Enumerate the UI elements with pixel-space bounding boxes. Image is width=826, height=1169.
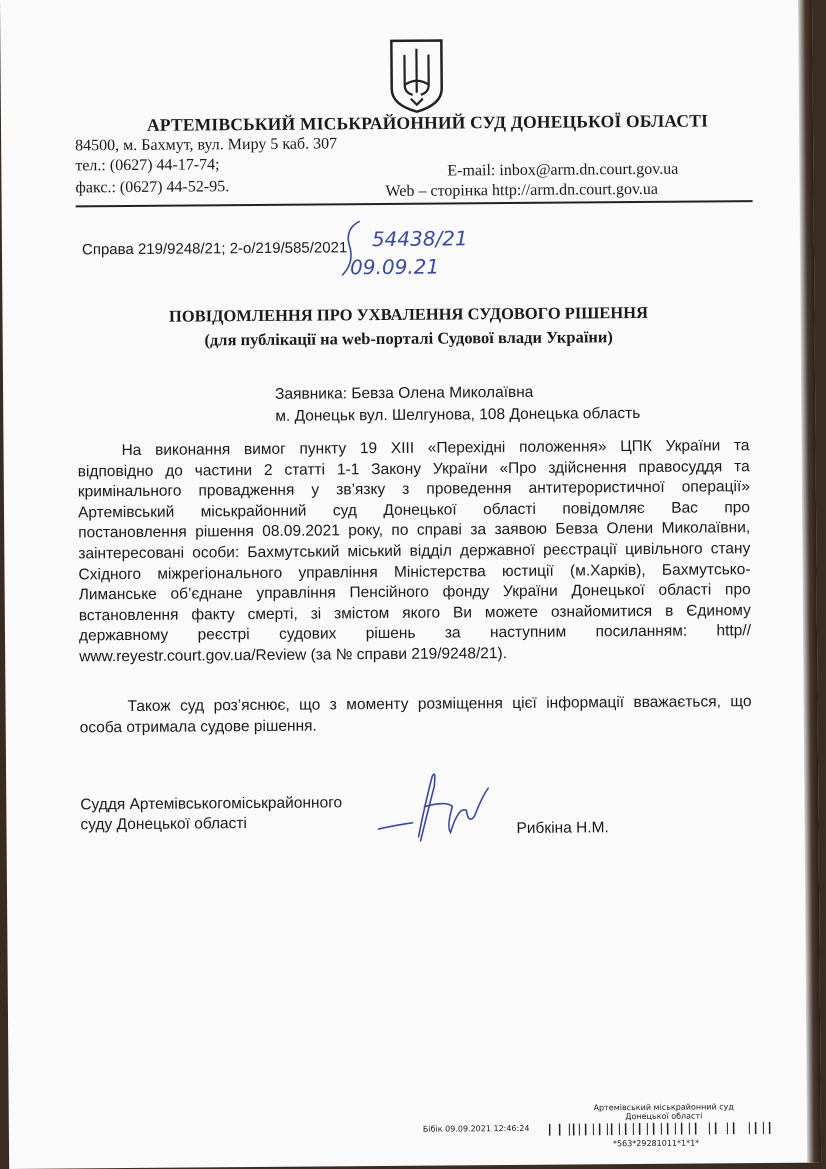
registry-stamp-organization (569, 1102, 759, 1121)
court-name: АРТЕМІВСЬКИЙ МІСЬКРАЙОННИЙ СУД ДОНЕЦЬКОЇ ОБЛАСТІ (146, 110, 709, 135)
paragraph-line: постановлення рішення 08.09.2021 року, по справі за заявою Бевза Олени Миколаївни, (78, 519, 751, 542)
court-email: E-mail: inbox@arm.dn.court.gov.ua (447, 160, 679, 180)
document-subtitle: (для публікації на web-порталі Судової влади України) (204, 327, 613, 350)
paragraph-line: Східного міжрегіонального управління Міністерства юстиції (м.Харків), Бахмутсько- (78, 560, 751, 583)
paragraph-line: Артемівський міськрайонний суд Донецької області повідомляє Вас про (77, 498, 751, 522)
paragraph-line: заінтересовані особи: Бахмутський міський відділ державної реєстрації цивільного стану (78, 540, 751, 563)
coat-of-arms-icon (386, 36, 447, 114)
stamp-org-line: Донецької області (625, 1111, 703, 1122)
paragraph-line: Також суд роз’яснює, що з моменту розміщення цієї інформації вважається, що (127, 693, 752, 716)
paragraph-line: На виконання вимог пункту 19 XIII «Перехідні положення» ЦПК України та (121, 437, 750, 460)
case-number: Справа 219/9248/21; 2-о/219/585/2021 (81, 239, 348, 259)
paragraph-line: www.reyestr.court.gov.ua/Review (за № справи 219/9248/21). (79, 644, 508, 666)
paragraph-line: кримінального провадження у зв’язку з проведення антитерористичної операції» (77, 478, 750, 501)
clarification-paragraph (79, 692, 751, 738)
handwritten-signature (376, 766, 497, 847)
paragraph-line: державному реєстрі судових рішень за наступним посиланням: http// (78, 622, 752, 645)
paragraph-line: особа отримала судове рішення. (79, 717, 317, 736)
barcode-icon (549, 1122, 777, 1136)
paragraph-line: встановлення факту смерті, зі змістом якого Ви можете ознайомитися в Єдиному (78, 601, 751, 625)
court-address: 84500, м. Бахмут, вул. Миру 5 каб. 307 (75, 135, 338, 155)
handwritten-registration-number: 54438/21 (371, 226, 468, 252)
applicant-name: Заявника: Бевза Олена Миколаївна (275, 383, 534, 403)
header-divider (76, 200, 753, 207)
judge-position-line: Суддя Артемівськогоміськрайонного (80, 794, 343, 814)
paragraph-line: Лиманське об’єднане управління Пенсійного фонду України Донецької області про (78, 581, 751, 604)
stamp-org-line: Артемівський міськрайонний суд (593, 1102, 734, 1113)
judge-name: Рибкіна Н.М. (516, 819, 609, 837)
notice-paragraph (77, 436, 751, 668)
page-edge-shadow (798, 0, 821, 1163)
applicant-address: м. Донецьк вул. Шелгунова, 108 Донецька область (275, 404, 641, 425)
handwritten-registration-date: 09.09.21 (350, 254, 440, 280)
judge-position-line: суду Донецької області (80, 815, 248, 834)
registry-stamp-registrar: Бібік 09.09.2021 12:46:24 (422, 1123, 530, 1134)
paragraph-line: відповідно до частини 2 статті 1-1 Закону України «Про здійснення правосуддя та (77, 457, 750, 480)
judge-position (80, 793, 342, 835)
court-fax: факс.: (0627) 44-52-95. (75, 178, 230, 197)
document-title: ПОВІДОМЛЕННЯ ПРО УХВАЛЕННЯ СУДОВОГО РІШЕННЯ (168, 302, 649, 326)
court-phone: тел.: (0627) 44-17-74; (75, 156, 220, 175)
court-website: Web – сторінка http://arm.dn.court.gov.ua (385, 180, 659, 200)
barcode-code: *563*29281011*1*1* (612, 1138, 700, 1149)
